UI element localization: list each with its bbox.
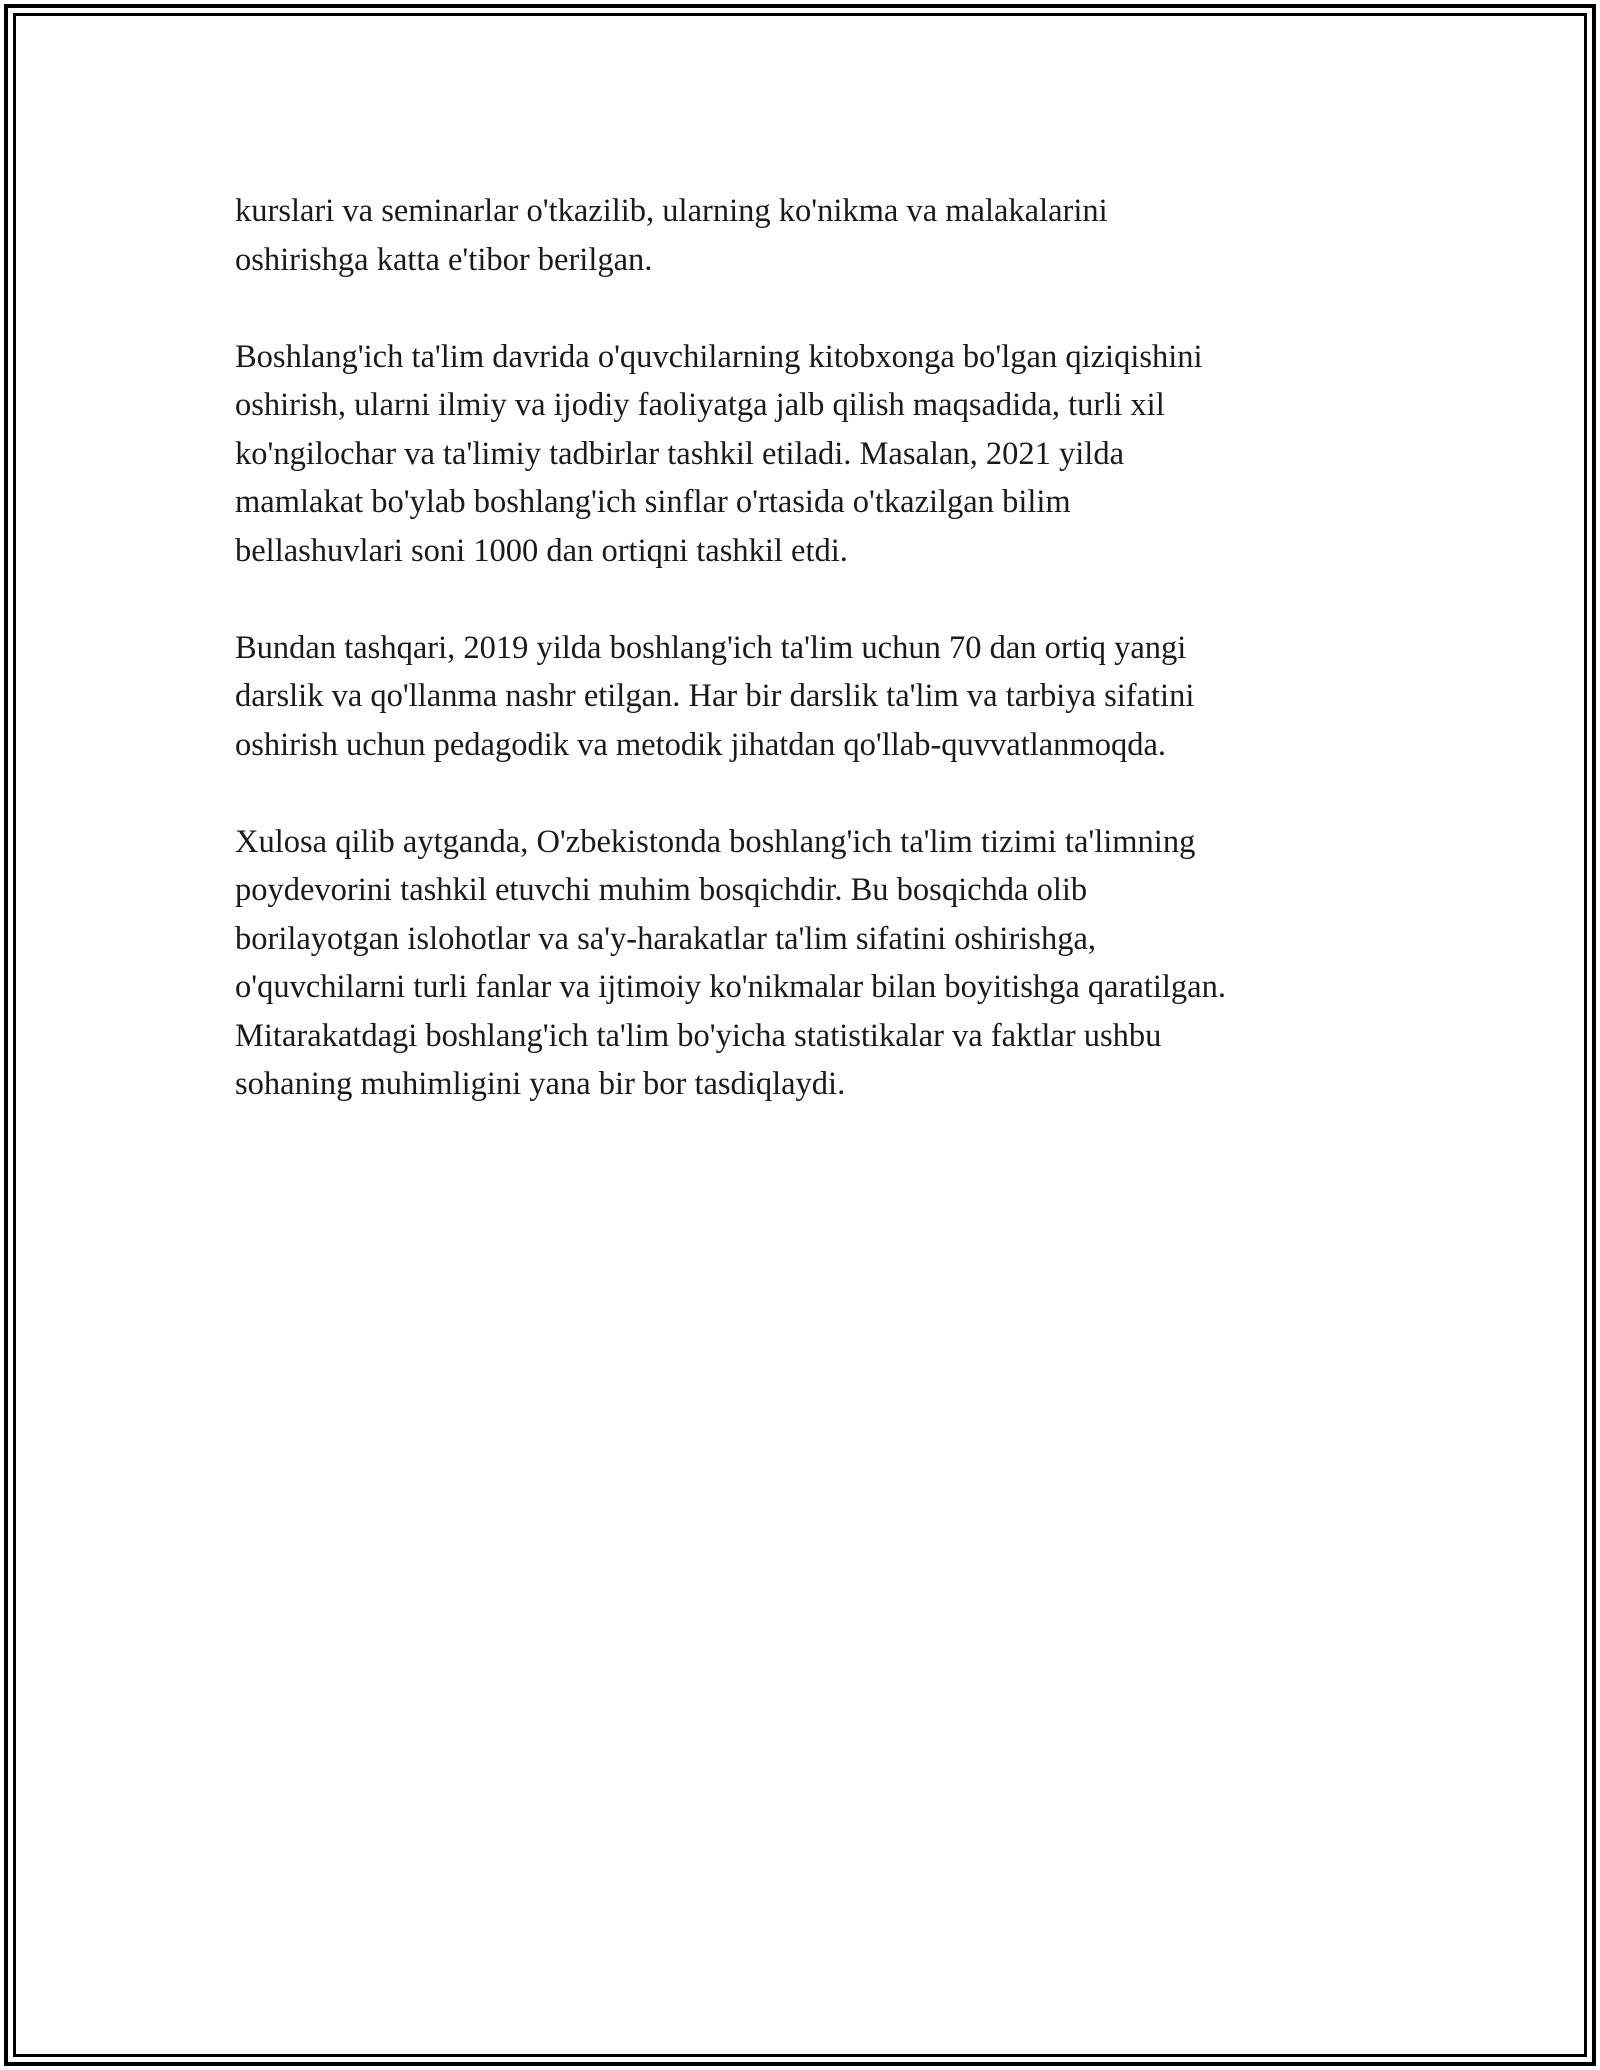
paragraph-3 [235, 624, 1375, 770]
text-line: oshirishga katta e'tibor berilgan. [235, 241, 653, 278]
paragraph-4 [235, 818, 1375, 1109]
text-line: darslik va qo'llanma nashr etilgan. Har bir darslik ta'lim va tarbiya sifatini [235, 678, 1195, 714]
document-body [235, 187, 1375, 1157]
text-line: sohaning muhimligini yana bir bor tasdiqlaydi. [235, 1066, 846, 1102]
text-line: ko'ngilochar va ta'limiy tadbirlar tashkil etiladi. Masalan, 2021 yilda [235, 435, 1124, 472]
text-line: o'quvchilarni turli fanlar va ijtimoiy ko'nikmalar bilan boyitishga qaratilgan. [235, 969, 1226, 1005]
text-line: bellashuvlari soni 1000 dan ortiqni tashkil etdi. [235, 532, 848, 569]
text-line: kurslari va seminarlar o'tkazilib, ularning ko'nikma va malakalarini [235, 193, 1108, 229]
text-line: Xulosa qilib aytganda, O'zbekistonda boshlang'ich ta'lim tizimi ta'limning [235, 823, 1196, 860]
text-line: poydevorini tashkil etuvchi muhim bosqichdir. Bu bosqichda olib [235, 872, 1088, 908]
text-line: oshirish uchun pedagodik va metodik jihatdan qo'llab-quvvatlanmoqda. [235, 726, 1167, 763]
text-line: mamlakat bo'ylab boshlang'ich sinflar o'rtasida o'tkazilgan bilim [235, 484, 1071, 520]
paragraph-1 [235, 187, 1375, 284]
text-line: Bundan tashqari, 2019 yilda boshlang'ich ta'lim uchun 70 dan ortiq yangi [235, 629, 1187, 666]
text-line: Boshlang'ich ta'lim davrida o'quvchilarning kitobxonga bo'lgan qiziqishini [235, 338, 1203, 375]
text-line: oshirish, ularni ilmiy va ijodiy faoliyatga jalb qilish maqsadida, turli xil [235, 387, 1165, 423]
text-line: borilayotgan islohotlar va sa'y-harakatlar ta'lim sifatini oshirishga, [235, 920, 1096, 957]
text-line: Mitarakatdagi boshlang'ich ta'lim bo'yicha statistikalar va faktlar ushbu [235, 1017, 1162, 1054]
paragraph-2 [235, 333, 1375, 576]
